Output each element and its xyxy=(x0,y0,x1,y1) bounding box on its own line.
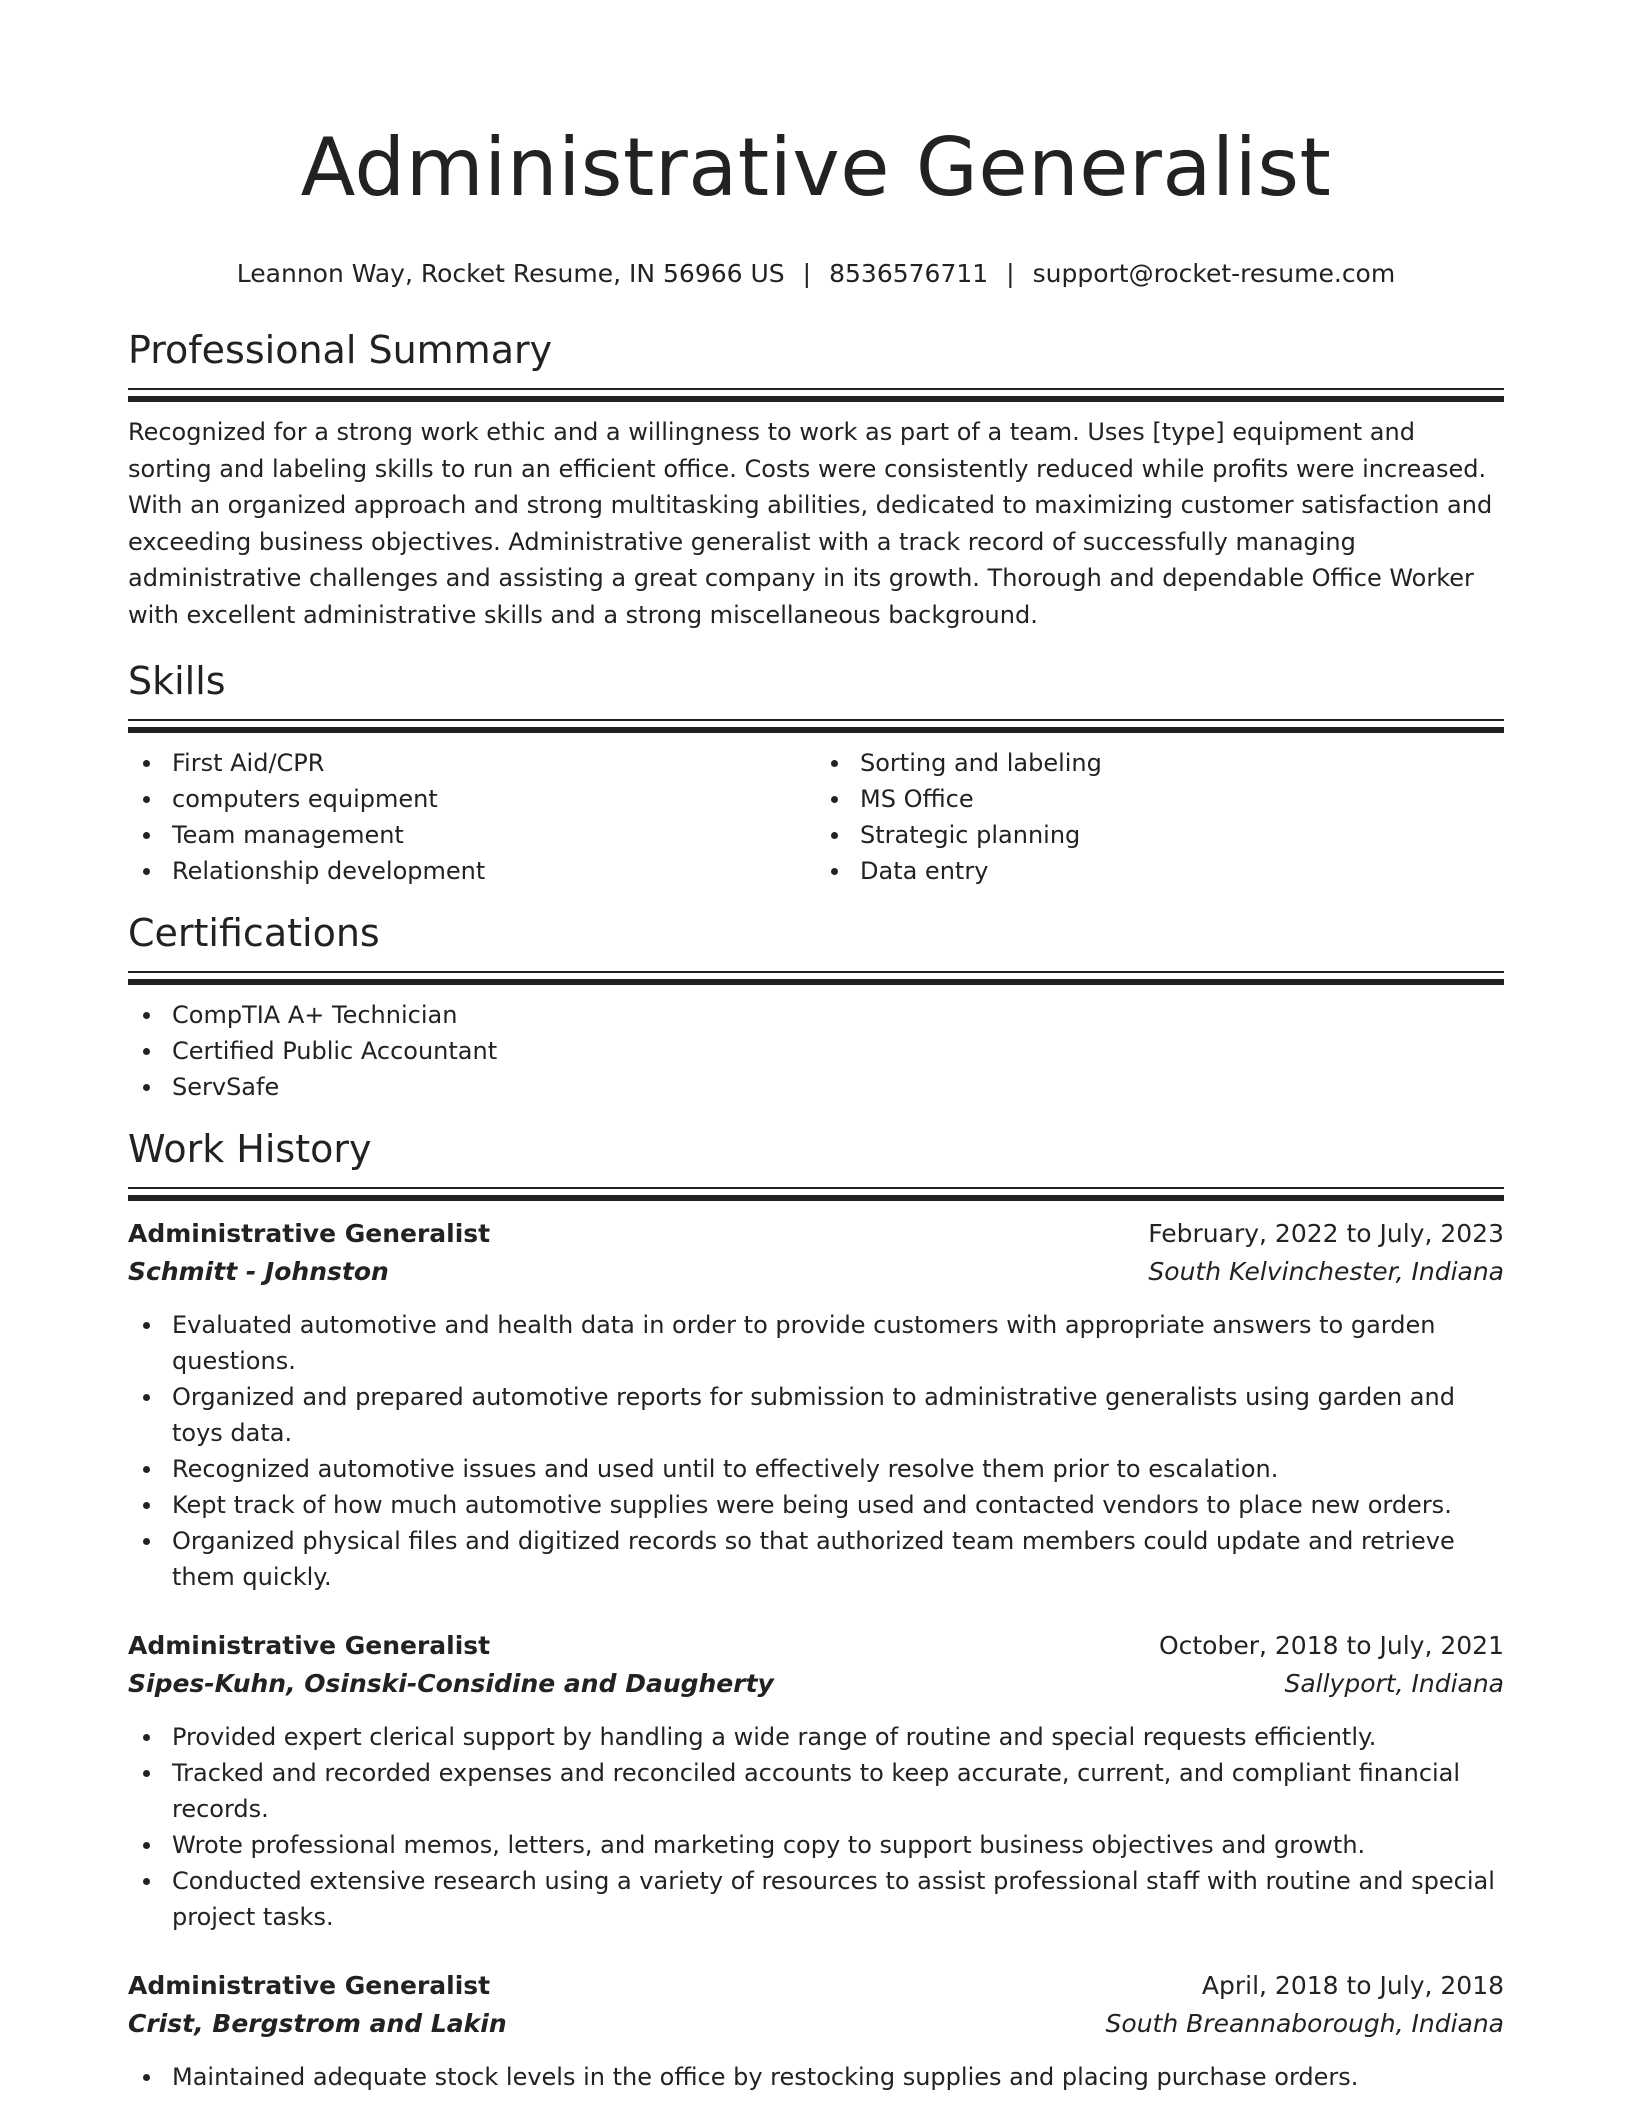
job-location: Sallyport, Indiana xyxy=(1284,1669,1504,1698)
job-header-row xyxy=(128,1215,1504,1253)
certification-item: Certified Public Accountant xyxy=(128,1033,1504,1069)
job-title: Administrative Generalist xyxy=(128,1219,491,1248)
certifications-section xyxy=(128,909,1504,1105)
job-bullet: Organized and prepared automotive reports for submission to administrative generalists using garden and toys data. xyxy=(128,1379,1504,1451)
job-bullet: Kept track of how much automotive supplies were being used and contacted vendors to place new orders. xyxy=(128,1487,1504,1523)
section-title-summary: Professional Summary xyxy=(128,328,553,372)
section-divider xyxy=(128,971,1504,985)
certification-item: ServSafe xyxy=(128,1069,1504,1105)
job-bullet: Conducted extensive research using a variety of resources to assist professional staff with routine and special project tasks. xyxy=(128,1863,1504,1935)
summary-text: Recognized for a strong work ethic and a willingness to work as part of a team. Uses [type] equipment and sorting and labeling skills to run an efficient office. Costs were consistently reduced while profits were increased. With an organized approach and strong multitasking abilities, dedicated to maximizing customer satisfaction and exceeding business objectives. Administrative generalist with a track record of successfully managing administrative challenges and assisting a great company in its growth. Thorough and dependable Office Worker with excellent administrative skills and a strong miscellaneous background. xyxy=(128,418,1493,629)
job-company: Crist, Bergstrom and Lakin xyxy=(128,2009,507,2038)
skill-item: Strategic planning xyxy=(816,817,1504,853)
skills-list-left xyxy=(128,745,816,889)
job-title: Administrative Generalist xyxy=(128,1971,491,2000)
contact-line xyxy=(128,256,1504,292)
section-title-certifications: Certifications xyxy=(128,911,380,955)
section-title-work-history: Work History xyxy=(128,1127,372,1171)
skills-list-right xyxy=(816,745,1504,889)
job-entry xyxy=(128,1215,1504,1595)
job-bullets xyxy=(128,2059,1504,2095)
skill-item: Relationship development xyxy=(128,853,816,889)
section-title-skills: Skills xyxy=(128,659,226,703)
job-entry xyxy=(128,1967,1504,2095)
job-bullet: Maintained adequate stock levels in the office by restocking supplies and placing purchase orders. xyxy=(128,2059,1504,2095)
job-dates: April, 2018 to July, 2018 xyxy=(1201,1971,1504,2000)
certifications-list xyxy=(128,997,1504,1105)
job-bullet: Evaluated automotive and health data in order to provide customers with appropriate answers to garden questions. xyxy=(128,1307,1504,1379)
job-entry xyxy=(128,1627,1504,1935)
certification-item: CompTIA A+ Technician xyxy=(128,997,1504,1033)
skill-item: Sorting and labeling xyxy=(816,745,1504,781)
contact-separator: | xyxy=(1006,259,1015,288)
section-divider xyxy=(128,719,1504,733)
contact-phone: 8536576711 xyxy=(829,259,989,288)
job-bullet: Organized physical files and digitized records so that authorized team members could update and retrieve them quickly. xyxy=(128,1523,1504,1595)
job-location: South Breannaborough, Indiana xyxy=(1105,2009,1504,2038)
job-header-row xyxy=(128,1967,1504,2005)
job-dates: October, 2018 to July, 2021 xyxy=(1158,1631,1504,1660)
job-bullets xyxy=(128,1307,1504,1595)
job-bullet: Provided expert clerical support by handling a wide range of routine and special requests efficiently. xyxy=(128,1719,1504,1755)
skill-item: MS Office xyxy=(816,781,1504,817)
job-title: Administrative Generalist xyxy=(128,1631,491,1660)
work-history-section xyxy=(128,1125,1504,2095)
job-company: Sipes-Kuhn, Osinski-Considine and Daugherty xyxy=(128,1669,774,1698)
job-company: Schmitt - Johnston xyxy=(128,1257,389,1286)
resume-name: Administrative Generalist xyxy=(300,121,1332,214)
job-company-row xyxy=(128,2005,1504,2043)
skill-item: First Aid/CPR xyxy=(128,745,816,781)
skill-item: Team management xyxy=(128,817,816,853)
skills-grid xyxy=(128,745,1504,889)
job-header-row xyxy=(128,1627,1504,1665)
skills-section xyxy=(128,657,1504,889)
job-bullet: Wrote professional memos, letters, and marketing copy to support business objectives and growth. xyxy=(128,1827,1504,1863)
job-company-row xyxy=(128,1665,1504,1703)
job-bullet: Tracked and recorded expenses and reconciled accounts to keep accurate, current, and compliant financial records. xyxy=(128,1755,1504,1827)
contact-separator: | xyxy=(802,259,812,288)
contact-email: support@rocket-resume.com xyxy=(1032,259,1396,288)
job-bullet: Recognized automotive issues and used until to effectively resolve them prior to escalation. xyxy=(128,1451,1504,1487)
job-company-row xyxy=(128,1253,1504,1291)
summary-section xyxy=(128,326,1504,633)
section-divider xyxy=(128,1187,1504,1201)
contact-address: Leannon Way, Rocket Resume, IN 56966 US xyxy=(236,259,785,288)
section-divider xyxy=(128,388,1504,402)
skill-item: computers equipment xyxy=(128,781,816,817)
job-bullets xyxy=(128,1719,1504,1935)
job-location: South Kelvinchester, Indiana xyxy=(1148,1257,1504,1286)
skill-item: Data entry xyxy=(816,853,1504,889)
job-dates: February, 2022 to July, 2023 xyxy=(1148,1219,1504,1248)
